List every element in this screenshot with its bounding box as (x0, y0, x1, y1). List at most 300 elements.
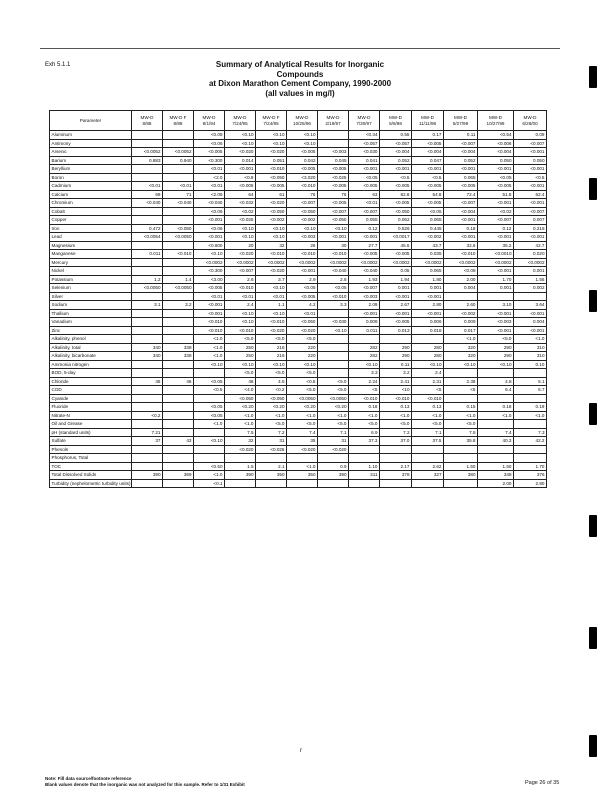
result-value: 31 (318, 437, 349, 446)
result-value: <0.010 (194, 318, 225, 327)
parameter-name: Lead (50, 233, 132, 242)
result-value: <0.050 (287, 207, 318, 216)
result-value: <5.0 (287, 335, 318, 344)
parameter-name: Alkalinity, total (50, 343, 132, 352)
result-value (349, 454, 380, 463)
result-value: 0.216 (514, 224, 547, 233)
result-value: <0.05 (318, 284, 349, 293)
result-value: <0.001 (514, 148, 547, 157)
result-value: <0.01 (225, 292, 256, 301)
column-header-sample: MW-D 6/26/00 (514, 111, 547, 131)
result-value: <0.001 (478, 165, 514, 174)
column-header-sample: MW-D 11/11/98 (412, 111, 444, 131)
result-value: 1.70 (514, 462, 547, 471)
result-value: <0.005 (478, 182, 514, 191)
table-row (50, 165, 547, 174)
result-value: 2.4 (225, 301, 256, 310)
result-value (163, 131, 194, 140)
result-value (478, 369, 514, 378)
result-value: 63 (349, 190, 380, 199)
result-value: <5.0 (256, 369, 287, 378)
result-value (132, 292, 163, 301)
result-value: 43.7 (412, 241, 444, 250)
result-value: <0.010 (318, 292, 349, 301)
parameter-name: Cadmium (50, 182, 132, 191)
result-value: 0.065 (444, 173, 478, 182)
result-value: <0.005 (256, 182, 287, 191)
parameter-name: Selenium (50, 284, 132, 293)
result-value: 378 (380, 471, 412, 480)
result-value: <0.001 (478, 309, 514, 318)
result-value: <0.007 (225, 267, 256, 276)
column-header-sample: MW-D 7/30/97 (349, 111, 380, 131)
result-value: 282 (349, 352, 380, 361)
result-value: 7.1 (318, 428, 349, 437)
result-value: <1.0 (349, 411, 380, 420)
result-value (318, 352, 349, 361)
table-body (50, 131, 547, 488)
parameter-name: Alkalinity, bicarbonate (50, 352, 132, 361)
parameter-name: Fluoride (50, 403, 132, 412)
result-value: <0.020 (225, 445, 256, 454)
result-value (380, 335, 412, 344)
result-value: <0.0002 (444, 258, 478, 267)
result-value: 0.047 (412, 156, 444, 165)
result-value: <0.0002 (349, 258, 380, 267)
result-value: <1.0 (380, 411, 412, 420)
parameter-name: Sodium (50, 301, 132, 310)
result-value: <1.0 (225, 420, 256, 429)
result-value: <0.01 (194, 182, 225, 191)
result-value: 2.80 (412, 301, 444, 310)
results-table (49, 110, 547, 488)
result-value (478, 445, 514, 454)
result-value: 2.09 (349, 301, 380, 310)
title-line: Summary of Analytical Results for Inorganic (215, 60, 385, 69)
result-value: <0.050 (163, 224, 194, 233)
binder-tab (589, 735, 597, 757)
result-value: <0.01 (287, 309, 318, 318)
result-value: 3.2 (380, 369, 412, 378)
result-value: 0.18 (478, 403, 514, 412)
result-value: <0.0002 (194, 258, 225, 267)
binder-tab (589, 403, 597, 425)
result-value: <5.0 (256, 335, 287, 344)
result-value (163, 403, 194, 412)
result-value: 0.001 (478, 284, 514, 293)
result-value (287, 454, 318, 463)
result-value: 2.4 (412, 369, 444, 378)
result-value (318, 343, 349, 352)
parameter-name: Phenols (50, 445, 132, 454)
result-value: 61 (256, 190, 287, 199)
result-value: 0.014 (225, 156, 256, 165)
result-value: 380 (444, 471, 478, 480)
page-number: Page 26 of 35 (525, 780, 560, 786)
result-value: <0.10 (256, 139, 287, 148)
table-row (50, 318, 547, 327)
result-value (444, 394, 478, 403)
parameter-name: Sulfate (50, 437, 132, 446)
result-value (163, 462, 194, 471)
result-value: <0.10 (287, 224, 318, 233)
result-value: 20 (225, 241, 256, 250)
result-value: <0.040 (163, 199, 194, 208)
result-value: <0.001 (514, 199, 547, 208)
result-value: <0.007 (478, 216, 514, 225)
result-value: <0.01 (194, 292, 225, 301)
result-value: <0.007 (514, 139, 547, 148)
result-value: <0.050 (256, 207, 287, 216)
result-value: 62.4 (514, 190, 547, 199)
result-value: <0.0002 (412, 258, 444, 267)
result-value: <0.0050 (318, 394, 349, 403)
result-value: 0.445 (412, 224, 444, 233)
result-value: 35 (287, 437, 318, 446)
column-header-sample: MW-D 7/24/95 (225, 111, 256, 131)
result-value: <0.005 (194, 284, 225, 293)
result-value (132, 403, 163, 412)
result-value: <0.010 (318, 250, 349, 259)
result-value: 280 (412, 352, 444, 361)
result-value: <0.010 (287, 250, 318, 259)
result-value: 37.0 (380, 437, 412, 446)
result-value: 71 (163, 190, 194, 199)
result-value: <5.0 (318, 377, 349, 386)
binder-tab (589, 515, 597, 537)
result-value: <0.005 (380, 182, 412, 191)
parameter-name: Arsenic (50, 148, 132, 157)
parameter-name: Alkalinity, phenol (50, 335, 132, 344)
result-value: <5.0 (287, 420, 318, 429)
table-row (50, 173, 547, 182)
result-value: <0.10 (194, 250, 225, 259)
result-value: <0.5 (287, 377, 318, 386)
result-value: <0.2 (256, 386, 287, 395)
result-value: 45.5 (380, 241, 412, 250)
result-value: 0.065 (412, 267, 444, 276)
result-value: <0.10 (256, 284, 287, 293)
result-value (514, 454, 547, 463)
result-value: <0.0002 (256, 258, 287, 267)
table-row (50, 428, 547, 437)
result-value: 280 (412, 343, 444, 352)
table-row (50, 301, 547, 310)
header-rule (40, 48, 560, 49)
result-value: 6.9 (349, 428, 380, 437)
result-value: <0.0010 (478, 250, 514, 259)
result-value: <0.002 (412, 233, 444, 242)
result-value: 3.64 (514, 301, 547, 310)
result-value: <1.0 (256, 411, 287, 420)
result-value: 2.1 (256, 462, 287, 471)
result-value: <0.001 (287, 267, 318, 276)
result-value: <0.001 (478, 199, 514, 208)
result-value: <0.0002 (380, 258, 412, 267)
result-value: <0.020 (256, 148, 287, 157)
result-value (380, 454, 412, 463)
result-value: 4.5 (256, 377, 287, 386)
result-value: <0.1 (194, 479, 225, 488)
result-value: <0.005 (412, 182, 444, 191)
result-value: 0.12 (349, 224, 380, 233)
result-value: <2.06 (194, 190, 225, 199)
result-value: <0.0052 (132, 148, 163, 157)
result-value: 0.883 (132, 156, 163, 165)
result-value: <0.05 (287, 284, 318, 293)
result-value: <0.10 (225, 233, 256, 242)
result-value: <0.10 (256, 233, 287, 242)
result-value: 0.10 (514, 360, 547, 369)
table-row (50, 216, 547, 225)
result-value: <0.001 (514, 309, 547, 318)
result-value: 7.1 (412, 428, 444, 437)
result-value: <0.004 (444, 148, 478, 157)
result-value: <0.001 (412, 292, 444, 301)
result-value: 1.2 (132, 275, 163, 284)
result-value: 0.11 (380, 360, 412, 369)
result-value: <0.01 (163, 182, 194, 191)
result-value: <5 (349, 386, 380, 395)
result-value (514, 394, 547, 403)
result-value: 216 (256, 343, 287, 352)
result-value: <0.001 (380, 309, 412, 318)
result-value: <0.08 (444, 267, 478, 276)
result-value: <0.001 (225, 165, 256, 174)
result-value: <0.004 (412, 148, 444, 157)
result-value: <0.10 (256, 131, 287, 140)
title-line: at Dixon Marathon Cement Company, 1990-2000 (208, 79, 392, 88)
result-value: <0.0050 (163, 284, 194, 293)
result-value: <0.025 (225, 216, 256, 225)
result-value: <0.005 (287, 292, 318, 301)
result-value: <5.0 (380, 420, 412, 429)
result-value: 0.001 (380, 284, 412, 293)
parameter-name: Antimony (50, 139, 132, 148)
result-value: <0.005 (380, 250, 412, 259)
result-value: 48 (225, 377, 256, 386)
result-value: <0.0017 (380, 233, 412, 242)
table-row (50, 156, 547, 165)
result-value: 0.011 (349, 326, 380, 335)
result-value (163, 454, 194, 463)
result-value (514, 292, 547, 301)
result-value: <0.20 (287, 403, 318, 412)
result-value (132, 445, 163, 454)
result-value: <0.08 (194, 131, 225, 140)
result-value: 6.4 (478, 386, 514, 395)
result-value: <0.050 (225, 394, 256, 403)
table-row (50, 131, 547, 140)
result-value (287, 479, 318, 488)
parameter-name: Phosphorus, Total (50, 454, 132, 463)
result-value: 2.38 (444, 377, 478, 386)
result-value: <0.20 (225, 403, 256, 412)
table-row (50, 420, 547, 429)
result-value: 27.7 (349, 241, 380, 250)
result-value (163, 139, 194, 148)
result-value: 2.41 (380, 377, 412, 386)
result-value: <0.0052 (163, 148, 194, 157)
result-value: <0.002 (256, 216, 287, 225)
result-value (132, 318, 163, 327)
result-value: <0.020 (256, 326, 287, 335)
result-value (132, 386, 163, 395)
result-value (514, 445, 547, 454)
table-row (50, 479, 547, 488)
result-value: <0.01 (256, 292, 287, 301)
result-value: <0.005 (380, 199, 412, 208)
result-value: <0.10 (256, 224, 287, 233)
result-value: 0.035 (412, 250, 444, 259)
result-value: 7.5 (225, 428, 256, 437)
result-value: <0.001 (412, 165, 444, 174)
parameter-name: Aluminum (50, 131, 132, 140)
result-value: <0.050 (287, 318, 318, 327)
result-value (163, 207, 194, 216)
result-value (478, 420, 514, 429)
result-value: <1.0 (287, 411, 318, 420)
result-value: 31 (256, 437, 287, 446)
result-value: 0.062 (380, 216, 412, 225)
result-value (412, 335, 444, 344)
result-value: <0.05 (194, 403, 225, 412)
result-value: <0.057 (380, 139, 412, 148)
table-row (50, 403, 547, 412)
result-value: <0.001 (349, 233, 380, 242)
result-value: <0.020 (225, 148, 256, 157)
result-value: <0.50 (194, 462, 225, 471)
result-value: 2.24 (349, 377, 380, 386)
result-value: 0.17 (412, 131, 444, 140)
result-value: 32.6 (444, 241, 478, 250)
result-value: <0.05 (412, 207, 444, 216)
result-value: <0.001 (194, 216, 225, 225)
column-header-sample: MW-D 10/27/99 (478, 111, 514, 131)
result-value: <0.050 (380, 207, 412, 216)
result-value: <0.06 (194, 207, 225, 216)
result-value (132, 462, 163, 471)
result-value: <0.2 (132, 411, 163, 420)
result-value: <0.007 (318, 207, 349, 216)
result-value: <1.0 (194, 420, 225, 429)
result-value: <0.0002 (514, 258, 547, 267)
result-value: <0.0050 (132, 284, 163, 293)
result-value: 1.70 (478, 275, 514, 284)
result-value: <5.0 (287, 386, 318, 395)
result-value: 1.80 (412, 275, 444, 284)
result-value: <5.0 (225, 335, 256, 344)
parameter-name: COD (50, 386, 132, 395)
table-row (50, 148, 547, 157)
result-value (163, 360, 194, 369)
result-value: 2.9 (287, 275, 318, 284)
result-value: 1.10 (349, 462, 380, 471)
result-value: 32 (256, 241, 287, 250)
result-value: 310 (514, 352, 547, 361)
result-value: 320 (444, 343, 478, 352)
column-header-sample: MW-D 10/25/96 (287, 111, 318, 131)
result-value: 1.94 (380, 275, 412, 284)
result-value: <1.0 (194, 471, 225, 480)
result-value: <0.10 (318, 224, 349, 233)
column-header-parameter: Parameter (50, 111, 132, 131)
result-value: <0.001 (318, 233, 349, 242)
table-row (50, 454, 547, 463)
table-row (50, 360, 547, 369)
result-value: <5.0 (412, 420, 444, 429)
result-value: <0.0002 (225, 258, 256, 267)
document-title (150, 60, 450, 98)
result-value: 216 (256, 352, 287, 361)
result-value (412, 454, 444, 463)
result-value: 2.62 (412, 462, 444, 471)
result-value: <5.0 (256, 420, 287, 429)
result-value: <0.002 (444, 309, 478, 318)
result-value: <0.010 (380, 394, 412, 403)
result-value: <0.025 (318, 173, 349, 182)
parameter-name: Turbidity (nephelometric turbidity units) (51, 480, 131, 486)
table-row (50, 326, 547, 335)
result-value: <0.001 (478, 267, 514, 276)
result-value: <0.0050 (287, 394, 318, 403)
table-row (50, 224, 547, 233)
result-value: 1.4 (163, 275, 194, 284)
result-value: <0.06 (194, 139, 225, 148)
result-value: 2.00 (478, 479, 514, 488)
result-value: 369 (163, 471, 194, 480)
parameter-name: Beryllium (50, 165, 132, 174)
result-value (132, 326, 163, 335)
result-value: <1.0 (194, 352, 225, 361)
result-value: <0.003 (349, 292, 380, 301)
result-value: <0.010 (163, 250, 194, 259)
result-value: <1.0 (225, 411, 256, 420)
result-value (194, 454, 225, 463)
result-value: 26 (287, 241, 318, 250)
result-value: <0.020 (318, 445, 349, 454)
result-value: 3.1 (132, 301, 163, 310)
result-value: 282 (349, 343, 380, 352)
result-value: 0.017 (444, 326, 478, 335)
result-value: 0.15 (444, 403, 478, 412)
result-value (514, 369, 547, 378)
result-value: <0.05 (194, 411, 225, 420)
result-value: <0.057 (349, 139, 380, 148)
parameter-name: Potassium (50, 275, 132, 284)
table-row (50, 352, 547, 361)
result-value: 0.004 (514, 318, 547, 327)
result-value: 2.00 (444, 275, 478, 284)
result-value: 390 (132, 471, 163, 480)
column-header-sample: MW-D 5/6/98 (380, 111, 412, 131)
parameter-name: Vanadium (50, 318, 132, 327)
result-value (225, 479, 256, 488)
result-value: <0.001 (514, 326, 547, 335)
result-value (132, 139, 163, 148)
result-value: 0.18 (444, 224, 478, 233)
result-value: 0.12 (478, 224, 514, 233)
result-value: <0.004 (380, 148, 412, 157)
result-value: <0.5 (194, 386, 225, 395)
result-value (132, 420, 163, 429)
parameter-name: Ammonia nitrogen (50, 360, 132, 369)
result-value: <0.005 (194, 148, 225, 157)
result-value: 1.5 (225, 462, 256, 471)
result-value: <0.005 (287, 165, 318, 174)
result-value: 64 (225, 190, 256, 199)
result-value (444, 292, 478, 301)
